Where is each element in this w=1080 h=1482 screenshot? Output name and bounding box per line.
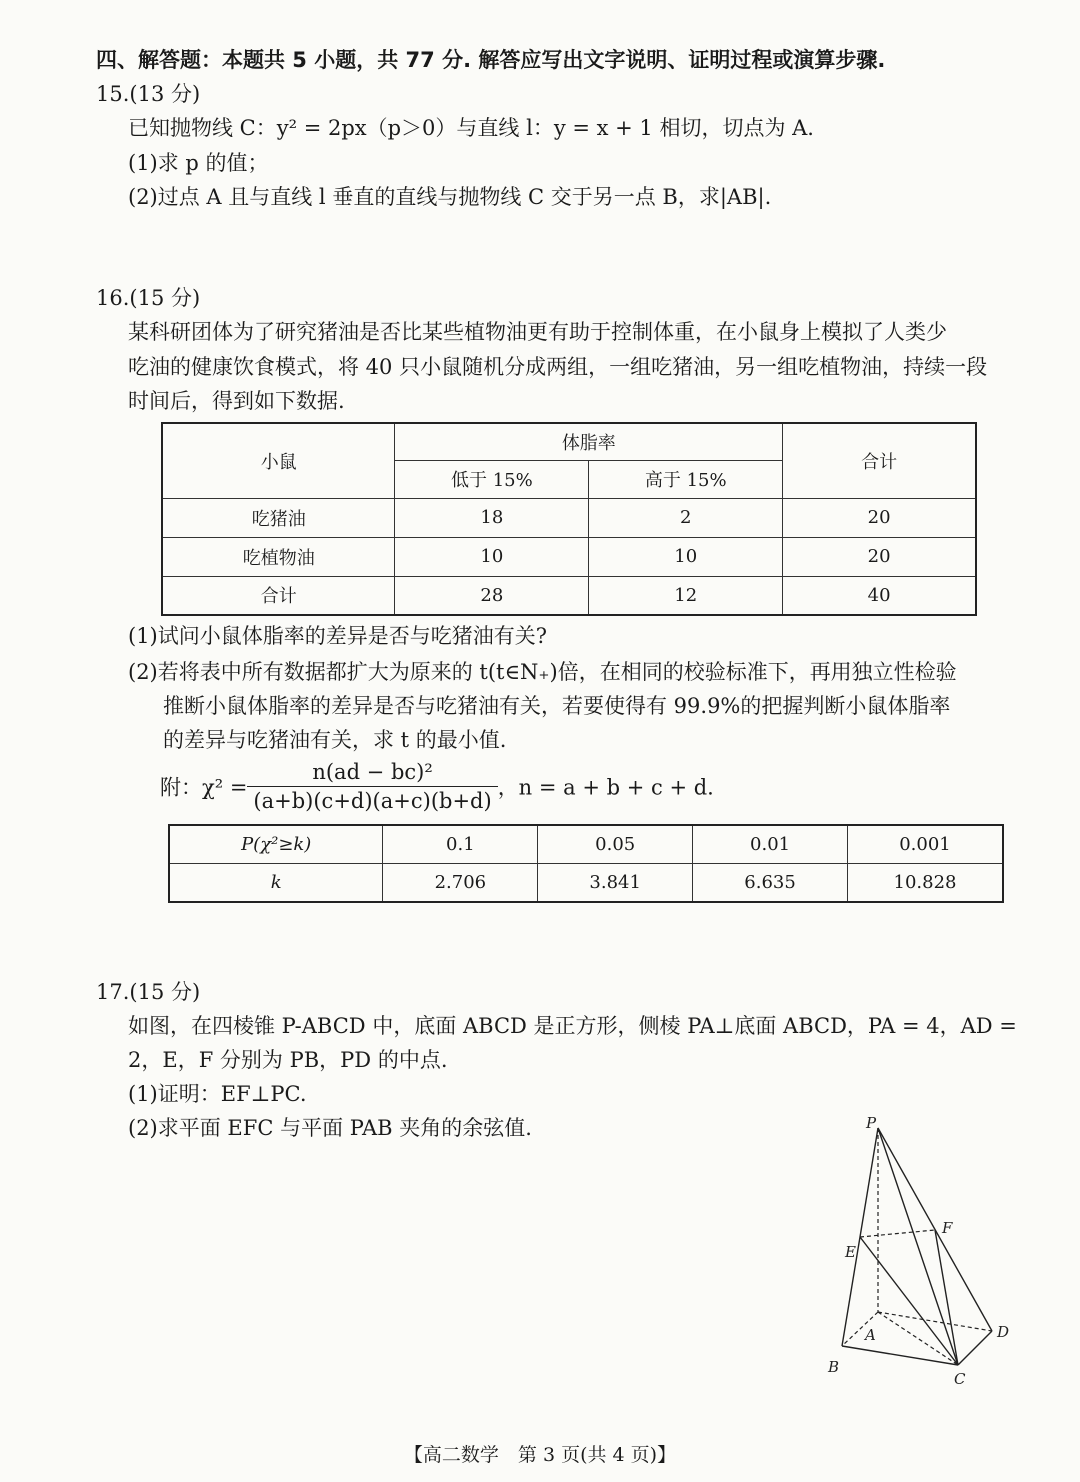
- problem15-number: 15.(13 分): [96, 82, 201, 106]
- problem15-part1: (1)求 p 的值；: [128, 151, 269, 175]
- label-c: C: [954, 1370, 966, 1388]
- edge-pd: [878, 1128, 992, 1331]
- problem17-stem-line2: 2，E，F 分别为 PB，PD 的中点.: [128, 1048, 448, 1072]
- table-row: [162, 498, 976, 537]
- label-p: P: [866, 1114, 877, 1132]
- problem16-stem-line3: 时间后，得到如下数据.: [128, 389, 345, 413]
- chi-square-formula: [160, 760, 714, 813]
- edge-ec: [860, 1237, 958, 1365]
- bodyfat-table: [161, 422, 977, 616]
- row-label: 合计: [162, 576, 395, 615]
- edge-pc: [878, 1128, 958, 1365]
- row-label: 吃猪油: [162, 498, 395, 537]
- critical-value-table: [168, 824, 1004, 903]
- row-label: 吃植物油: [162, 537, 395, 576]
- table-row: [169, 863, 1003, 902]
- header-low: 低于 15%: [395, 460, 589, 498]
- cell-high: 10: [589, 537, 783, 576]
- problem17-number: 17.(15 分): [96, 980, 201, 1004]
- edge-ef: [860, 1230, 935, 1237]
- row-label-k: k: [169, 863, 383, 902]
- row-label-p: P(χ²≥k): [169, 825, 383, 863]
- header-mouse: 小鼠: [162, 423, 395, 498]
- table-row: [162, 576, 976, 615]
- problem16-stem-line1: 某科研团体为了研究猪油是否比某些植物油更有助于控制体重，在小鼠身上模拟了人类少: [128, 320, 947, 344]
- cell-low: 18: [395, 498, 589, 537]
- formula-fraction: [247, 760, 497, 813]
- cell-total: 20: [783, 537, 976, 576]
- p-value: 0.1: [383, 825, 538, 863]
- p-value: 0.05: [538, 825, 693, 863]
- edge-ac: [878, 1312, 958, 1365]
- problem16-part1: (1)试问小鼠体脂率的差异是否与吃猪油有关?: [128, 624, 548, 648]
- formula-numerator: n(ad − bc)²: [247, 760, 497, 787]
- table-row: [162, 537, 976, 576]
- problem15-part2: (2)过点 A 且与直线 l 垂直的直线与抛物线 C 交于另一点 B，求|AB|.: [128, 185, 772, 209]
- problem16-part2-line2: 推断小鼠体脂率的差异是否与吃猪油有关，若要使得有 99.9%的把握判断小鼠体脂率: [163, 694, 951, 718]
- problem16-number: 16.(15 分): [96, 286, 201, 310]
- problem15-stem: 已知抛物线 C：y² = 2px（p＞0）与直线 l：y = x + 1 相切，切点为 A.: [128, 116, 814, 140]
- p-value: 0.01: [693, 825, 848, 863]
- pyramid-figure: [820, 1110, 1030, 1400]
- cell-total: 40: [783, 576, 976, 615]
- edge-cd: [958, 1331, 992, 1365]
- label-a: A: [865, 1326, 876, 1344]
- problem17-part2: (2)求平面 EFC 与平面 PAB 夹角的余弦值.: [128, 1116, 532, 1140]
- edge-ad: [878, 1312, 992, 1331]
- table-row: [169, 825, 1003, 863]
- header-total: 合计: [783, 423, 976, 498]
- problem17-part1: (1)证明：EF⊥PC.: [128, 1082, 307, 1106]
- k-value: 10.828: [847, 863, 1003, 902]
- cell-high: 2: [589, 498, 783, 537]
- cell-total: 20: [783, 498, 976, 537]
- label-d: D: [997, 1323, 1010, 1341]
- cell-high: 12: [589, 576, 783, 615]
- problem17-stem-line1: 如图，在四棱锥 P-ABCD 中，底面 ABCD 是正方形，侧棱 PA⊥底面 ABCD，PA = 4，AD =: [128, 1014, 1017, 1038]
- k-value: 6.635: [693, 863, 848, 902]
- formula-denominator: (a+b)(c+d)(a+c)(b+d): [253, 789, 492, 813]
- formula-prefix: 附：χ² =: [160, 775, 248, 800]
- p-value: 0.001: [847, 825, 1003, 863]
- header-bodyfat: 体脂率: [395, 423, 783, 460]
- problem16-part2-line1: (2)若将表中所有数据都扩大为原来的 t(t∈N₊)倍，在相同的校验标准下，再用独立性检验: [128, 660, 957, 684]
- formula-suffix: ，n = a + b + c + d.: [497, 775, 714, 800]
- cell-low: 10: [395, 537, 589, 576]
- label-e: E: [845, 1243, 856, 1261]
- k-value: 2.706: [383, 863, 538, 902]
- page-footer: 【高二数学 第 3 页(共 4 页)】: [403, 1444, 677, 1466]
- k-value: 3.841: [538, 863, 693, 902]
- edge-bc: [842, 1346, 958, 1365]
- problem16-part2-line3: 的差异与吃猪油有关，求 t 的最小值.: [163, 728, 507, 752]
- label-b: B: [828, 1358, 840, 1376]
- cell-low: 28: [395, 576, 589, 615]
- label-f: F: [942, 1219, 953, 1237]
- problem16-stem-line2: 吃油的健康饮食模式，将 40 只小鼠随机分成两组，一组吃猪油，另一组吃植物油，持续一段: [128, 355, 988, 379]
- header-high: 高于 15%: [589, 460, 783, 498]
- section-header: 四、解答题：本题共 5 小题，共 77 分. 解答应写出文字说明、证明过程或演算步骤.: [96, 48, 886, 72]
